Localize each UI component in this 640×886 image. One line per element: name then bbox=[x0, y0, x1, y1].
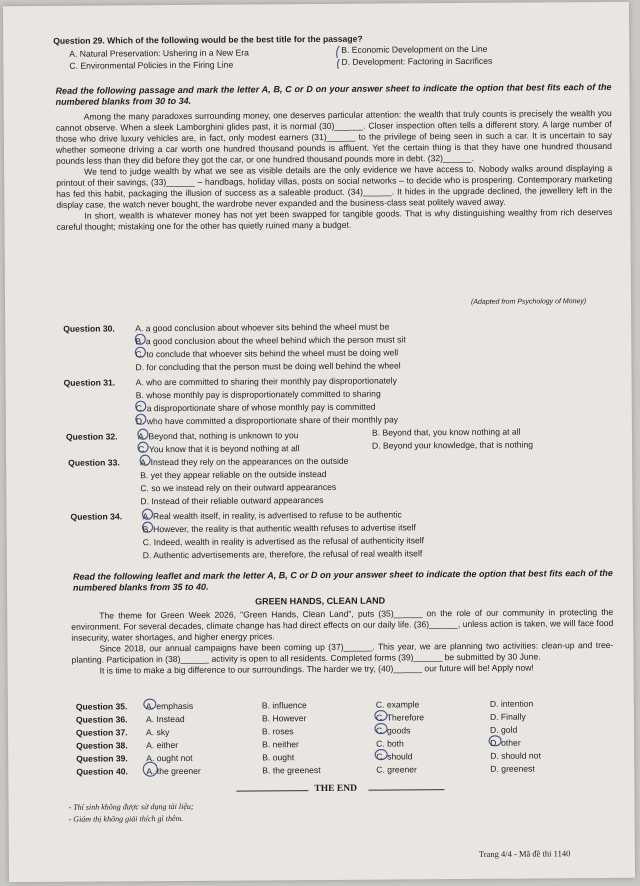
passage-paragraph-2: We tend to judge wealth by what we see as visible details are the only evidence we have access to. Nobody walks around displaying a printout of their savings, (33)______ – handbags, holiday villas, posts on social networks – to decide who is prospering. Contemporary marketing has fed this habit, packaging the illusion of success as a saleable product. (34)______. It hides in the upgrade declined, the jewellery left in the display case, the watch never bought, the wardrobe never expanded and the business-class seat politely waved away. bbox=[56, 162, 613, 210]
note-1: - Thí sinh không được sử dụng tài liệu; bbox=[68, 801, 194, 812]
the-end: THE END bbox=[314, 783, 357, 795]
leaflet-body bbox=[71, 607, 613, 677]
instructions-35-40: Read the following leaflet and mark the letter A, B, C or D on your answer sheet to indicate the option that best fits each of the numbered blanks from 35 to 40. bbox=[72, 567, 613, 593]
q32-option-a: A. Beyond that, nothing is unknown to you bbox=[137, 430, 299, 442]
answer-option-b: B. ought bbox=[262, 752, 295, 763]
answer-row bbox=[76, 763, 616, 779]
end-line-right bbox=[368, 789, 444, 791]
q30-option-b: B. a good conclusion about the wheel behind which the person must sit bbox=[135, 334, 406, 347]
answer-option-c: C. both bbox=[376, 738, 404, 749]
q33-label: Question 33. bbox=[68, 457, 120, 468]
answer-label: Question 37. bbox=[75, 727, 128, 738]
answer-label: Question 35. bbox=[75, 701, 128, 712]
q29-option-d: D. Development: Factoring in Sacrifices bbox=[341, 55, 493, 67]
q31-label: Question 31. bbox=[63, 377, 116, 388]
q34-option-c: C. Indeed, wealth in reality is advertised as the refusal of authenticity itself bbox=[142, 535, 425, 548]
q34-option-d: D. Authentic advertisements are, therefore, the refusal of real wealth itself bbox=[142, 548, 423, 561]
answer-option-b: B. the greenest bbox=[262, 764, 321, 776]
q32-option-c: C. You know that it is beyond nothing at all bbox=[138, 443, 300, 455]
leaflet-title: GREEN HANDS, CLEAN LAND bbox=[255, 595, 386, 607]
answer-option-d: D. other bbox=[490, 737, 521, 748]
page-footer: Trang 4/4 - Mã đề thi 1140 bbox=[478, 848, 571, 859]
answer-option-c: C. should bbox=[376, 751, 413, 762]
leaflet-paragraph-2: Since 2018, our annual campaigns have been coming up (37)______. This year, we are planning two activities: clean-up and tree-planting. Participation in (38)______ activity is open to all residents. Completed forms (39)______ be submitted by 30 June. bbox=[71, 639, 614, 665]
q33-option-a: A. Instead they rely on the appearances on the outside bbox=[140, 455, 349, 468]
answer-option-b: B. However bbox=[261, 713, 307, 724]
answer-option-c: C. goods bbox=[375, 725, 411, 736]
answer-option-a: A. sky bbox=[145, 727, 170, 738]
q34-label: Question 34. bbox=[70, 511, 123, 522]
answer-option-a: A. emphasis bbox=[145, 700, 194, 712]
q31-option-d: D. who have committed a disproportionate share of their monthly pay bbox=[135, 414, 399, 427]
q34-option-b: B. However, the reality is that authentic wealth refuses to advertise itself bbox=[142, 522, 416, 535]
passage-paragraph-1: Among the many paradoxes surrounding money, one deserves particular attention: the wealth that truly counts is precisely the wealth you cannot observe. When a sleek Lamborghini glides past, it is normal (30)______. Closer inspection often tells a different story. A large number of those who drive luxury vehicles are, in fact, only modest earners (31)______ to the privilege of being seen in such a car. It is uncertain to say whether someone driving a car worth one hundred thousand pounds is affluent. Yet the certain thing is that they have one hundred thousand pounds less than they did before they got the car, or one hundred thousand pounds more in debt. (32)______. bbox=[55, 107, 612, 166]
q29-option-a: A. Natural Preservation: Ushering in a New Era bbox=[69, 47, 249, 59]
q30-option-a: A. a good conclusion about whoever sits behind the wheel must be bbox=[135, 321, 390, 334]
answer-option-b: B. roses bbox=[261, 726, 294, 737]
q30-label: Question 30. bbox=[63, 323, 115, 334]
q31-option-c: C. a disproportionate share of whose monthly pay is committed bbox=[135, 401, 376, 414]
q31-option-a: A. who are committed to sharing their monthly pay disproportionately bbox=[135, 375, 397, 388]
q31-option-b: B. whose monthly pay is disproportionately committed to sharing bbox=[135, 388, 381, 401]
q33-option-d: D. Instead of their reliable outward appearances bbox=[140, 494, 324, 507]
answer-option-a: A. either bbox=[146, 739, 179, 751]
instructions-30-34: Read the following passage and mark the letter A, B, C or D on your answer sheet to indicate the option that best fits each of the numbered blanks from 30 to 34. bbox=[55, 81, 612, 107]
leaflet-paragraph-3: It is time to make a big difference to our surroundings. The harder we try, (40)______ our future will be! Apply now! bbox=[99, 662, 534, 676]
q29-option-c: C. Environmental Policies in the Firing Line bbox=[69, 59, 234, 71]
answer-option-d: D. should not bbox=[490, 750, 541, 761]
passage-paragraph-3: In short, wealth is whatever money has not yet been swapped for tangible goods. That is why distinguishing wealthy from rich deserves careful thought; mistaking one for the other has quietly ruined many a budget. bbox=[56, 206, 613, 232]
answer-option-a: A. Instead bbox=[145, 713, 185, 725]
q29-option-b: B. Economic Development on the Line bbox=[341, 43, 488, 55]
q32-label: Question 32. bbox=[65, 431, 118, 442]
q33-option-c: C. so we instead rely on their outward appearances bbox=[140, 481, 337, 494]
q32-option-b: B. Beyond that, you know nothing at all bbox=[371, 426, 521, 438]
leaflet-paragraph-1: The theme for Green Week 2026, "Green Hands, Clean Land", puts (35)______ on the role of our community in protecting the environment. For several decades, climate change has had direct effects on our daily life. (36)______, unless action is taken, we will face food insecurity, water shortages, and higher energy prices. bbox=[71, 606, 614, 643]
answer-option-b: B. neither bbox=[262, 739, 299, 750]
answer-option-d: D. greenest bbox=[490, 763, 535, 774]
note-2: - Giám thị không giải thích gì thêm. bbox=[68, 813, 184, 824]
passage-wealth bbox=[56, 108, 613, 233]
answer-option-d: D. gold bbox=[489, 724, 518, 735]
q33-option-b: B. yet they appear reliable on the outside instead bbox=[140, 468, 327, 481]
answer-option-c: C. example bbox=[375, 699, 420, 710]
answer-option-b: B. influence bbox=[261, 700, 307, 711]
answer-option-c: C. greener bbox=[376, 764, 417, 775]
end-line-left bbox=[236, 790, 308, 792]
exam-page bbox=[3, 2, 635, 882]
q30-option-c: C. to conclude that whoever sits behind the wheel must be doing well bbox=[135, 347, 399, 360]
answer-option-a: A. ought not bbox=[146, 752, 193, 764]
q34-option-a: A. Real wealth itself, in reality, is advertised to refuse to be authentic bbox=[142, 509, 402, 522]
answer-label: Question 39. bbox=[76, 753, 128, 764]
answer-option-c: C. Therefore bbox=[375, 712, 425, 723]
answer-option-d: D. intention bbox=[489, 698, 534, 709]
answer-label: Question 36. bbox=[75, 714, 128, 725]
answer-label: Question 40. bbox=[76, 766, 128, 777]
pen-tick-q29b bbox=[337, 46, 340, 58]
pen-tick-q29d bbox=[338, 59, 340, 69]
passage-source: (Adapted from Psychology of Money) bbox=[471, 298, 587, 306]
answer-label: Question 38. bbox=[76, 740, 128, 751]
answer-option-d: D. Finally bbox=[489, 711, 526, 722]
q29-stem: Question 29. Which of the following would be the best title for the passage? bbox=[53, 33, 363, 46]
q32-option-d: D. Beyond your knowledge, that is nothing bbox=[371, 439, 534, 451]
q30-option-d: D. for concluding that the person must be doing well behind the wheel bbox=[135, 360, 401, 373]
answer-option-a: A. the greener bbox=[146, 765, 201, 777]
